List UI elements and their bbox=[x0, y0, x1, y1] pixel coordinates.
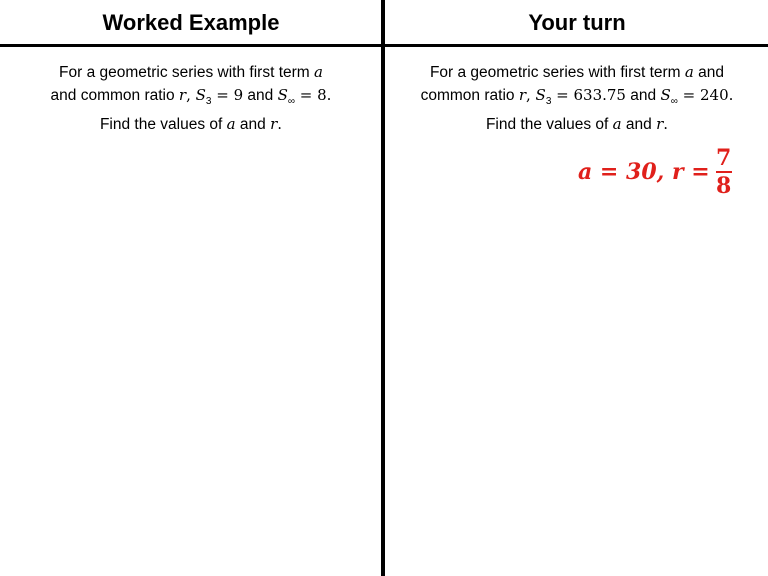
your-turn-heading: Your turn bbox=[528, 10, 626, 35]
answer-fraction bbox=[716, 145, 732, 199]
answer bbox=[578, 145, 732, 199]
fraction-denominator: 8 bbox=[715, 173, 732, 199]
worked-example-heading: Worked Example bbox=[102, 10, 280, 35]
fraction-numerator: 7 bbox=[715, 145, 732, 171]
answer-lhs: a = 30, r = bbox=[578, 159, 710, 185]
worked-example-problem: For a geometric series with first term a and common ratio r, $S_3 = 9$ and $S_\infty = 8$. Find the values of a and r. bbox=[50, 63, 332, 134]
your-turn-problem: For a geometric series with first term a and common ratio r, $S_3 = 633.75$ and $S_\infty = 240$. Find the values of a and r. bbox=[420, 63, 734, 134]
